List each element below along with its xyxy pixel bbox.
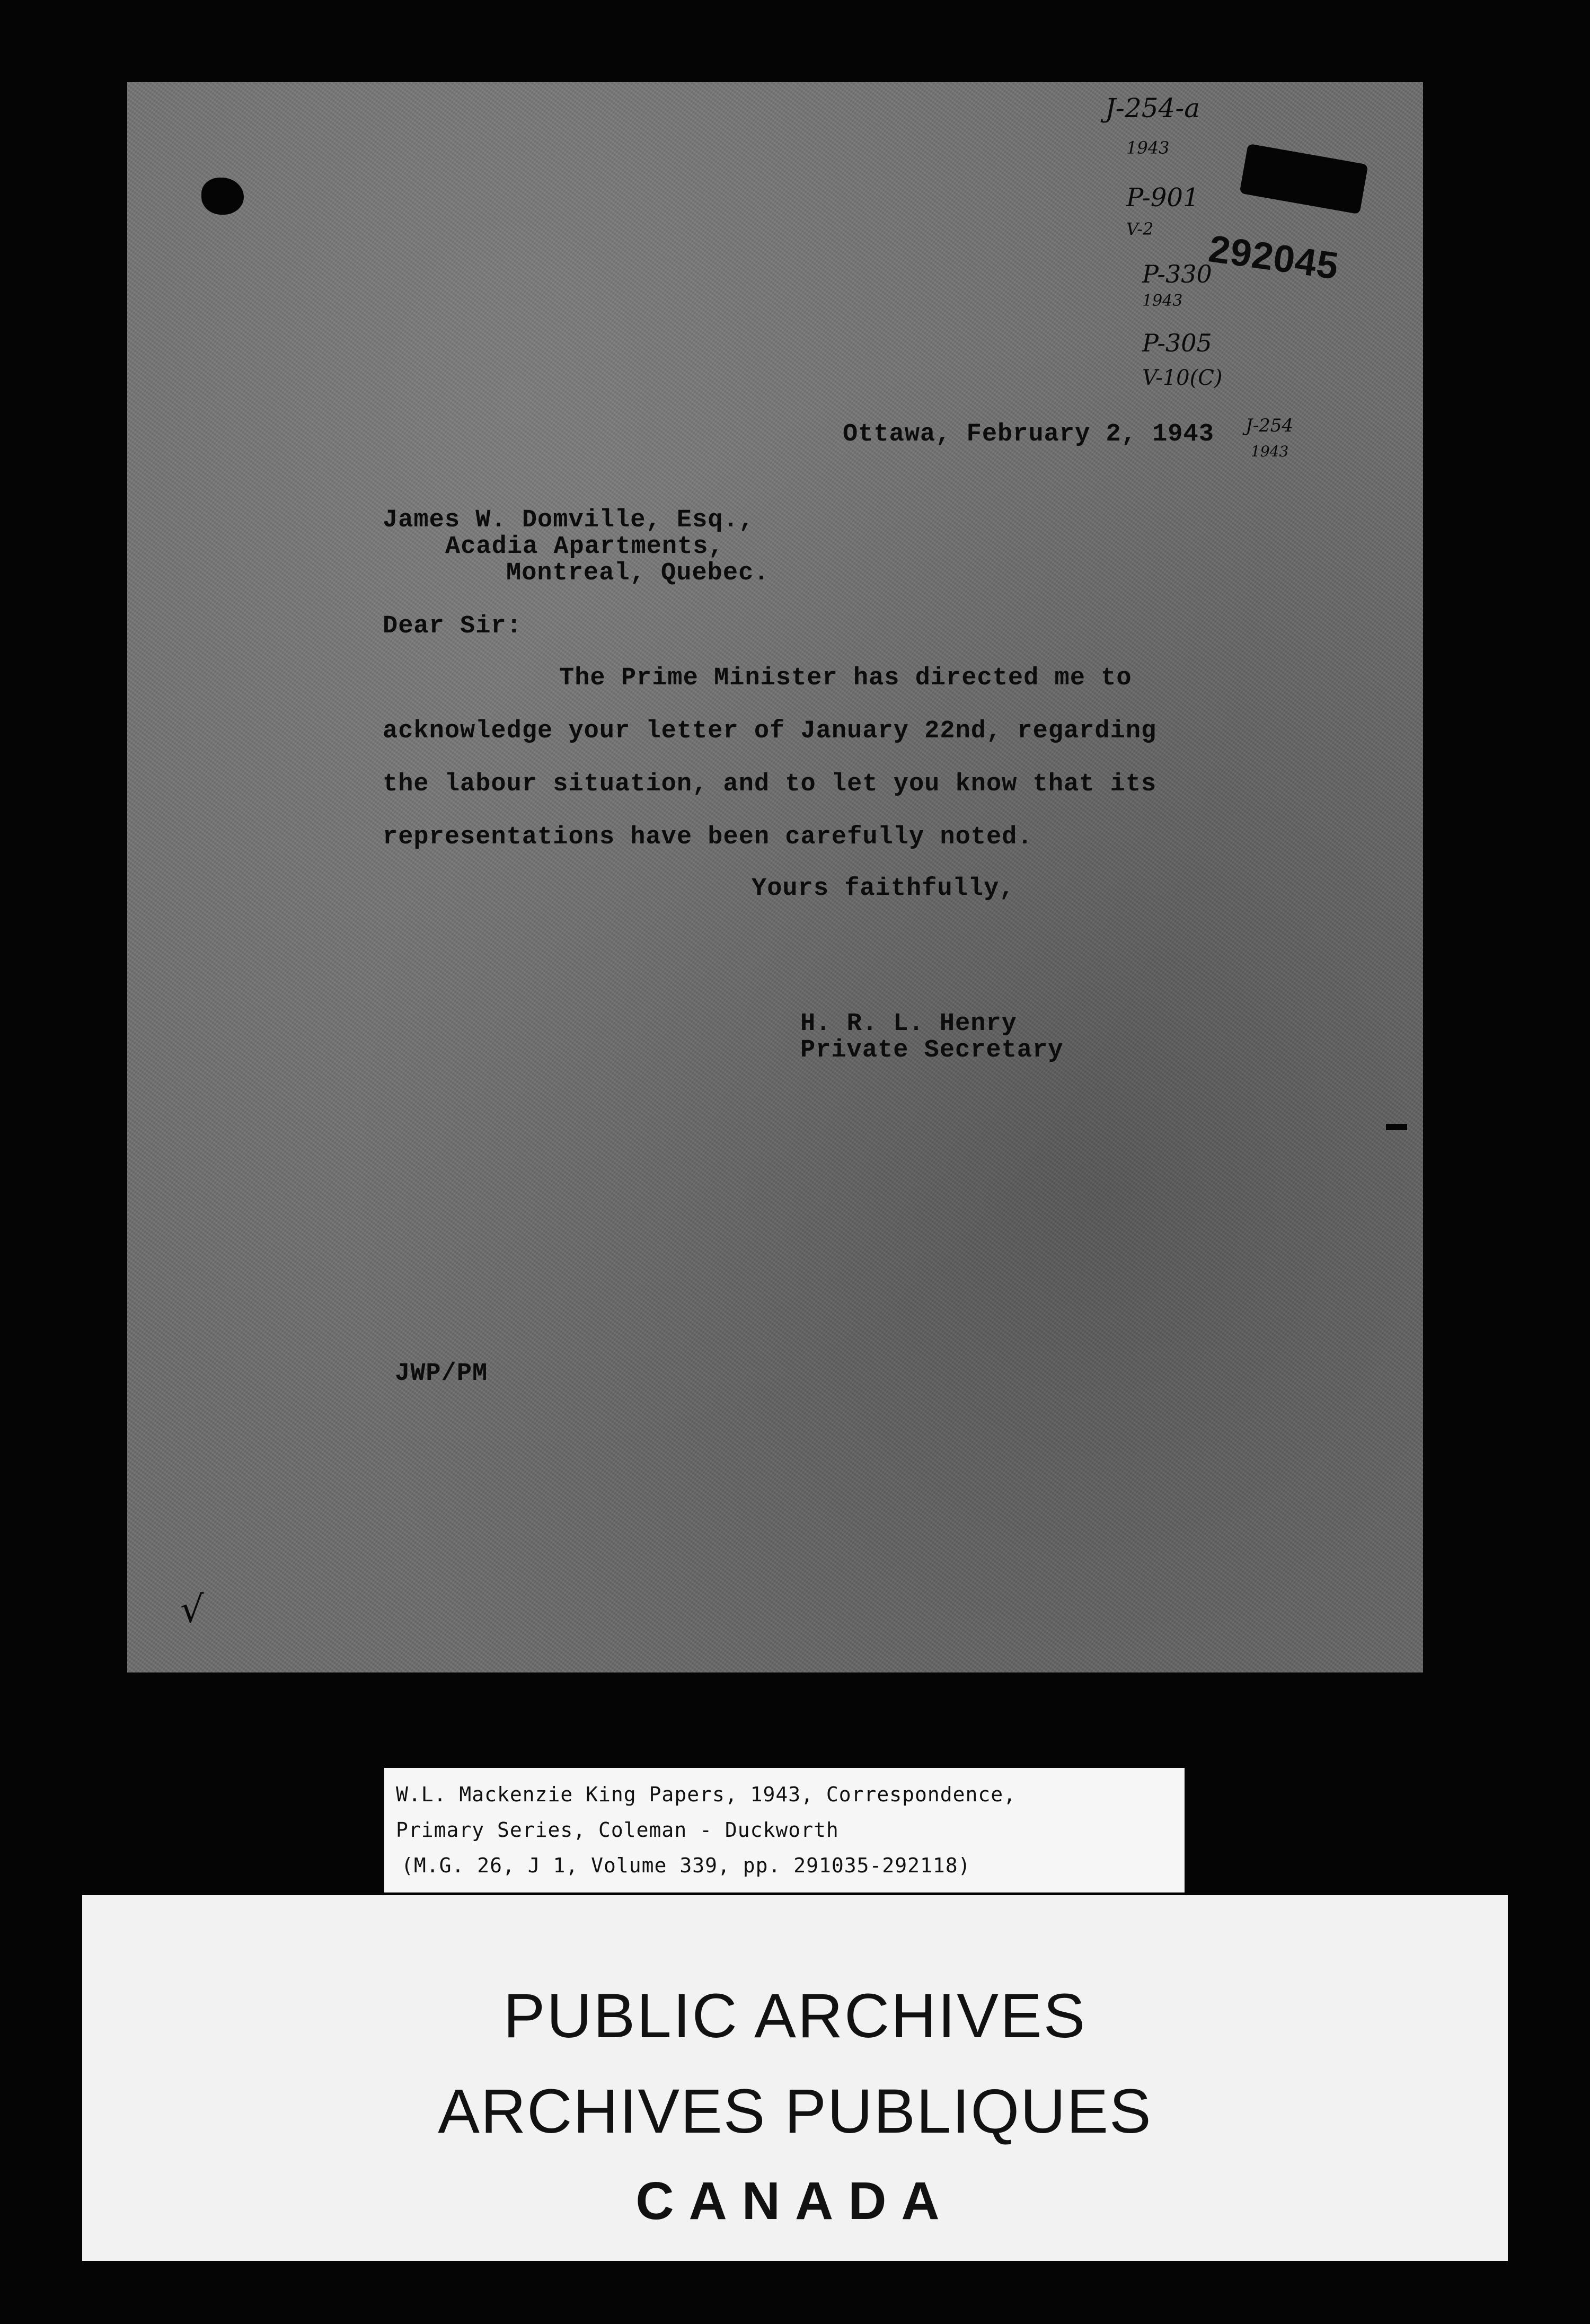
banner-line-1: PUBLIC ARCHIVES: [503, 1981, 1087, 2051]
body-line-2: acknowledge your letter of January 22nd, regarding: [383, 717, 1157, 745]
archive-reference-label: [384, 1768, 1185, 1892]
salutation: Dear Sir:: [383, 612, 522, 640]
signer-title: Private Secretary: [800, 1036, 1064, 1064]
stamp-file-ref-sub: V-2: [1126, 219, 1154, 239]
closing: Yours faithfully,: [752, 875, 1015, 903]
letter-page: [127, 82, 1423, 1672]
date-line: Ottawa, February 2, 1943: [843, 420, 1214, 448]
archive-label-line-3: (M.G. 26, J 1, Volume 339, pp. 291035-292118): [401, 1854, 971, 1877]
banner-line-3: CANADA: [635, 2171, 955, 2231]
stamp-series-ref: P-330: [1142, 260, 1212, 288]
stamp-archive-ref: J-254-a: [1105, 93, 1200, 124]
recipient-address-1: Acadia Apartments,: [445, 533, 724, 561]
stamp-volume-ref-sub: V-10(C): [1142, 366, 1223, 390]
typist-initials: JWP/PM: [395, 1360, 488, 1388]
date-note: J-254: [1246, 415, 1294, 436]
archive-label-line-1: W.L. Mackenzie King Papers, 1943, Correspondence,: [396, 1783, 1017, 1806]
page-edge-notch: [1386, 1124, 1407, 1130]
body-line-1: The Prime Minister has directed me to: [559, 664, 1132, 692]
banner-line-2: ARCHIVES PUBLIQUES: [438, 2076, 1152, 2146]
archive-label-line-2: Primary Series, Coleman - Duckworth: [396, 1818, 839, 1842]
body-line-3: the labour situation, and to let you know that its: [383, 770, 1157, 798]
recipient-address-2: Montreal, Quebec.: [506, 559, 770, 587]
stamp-file-ref: P-901: [1126, 183, 1199, 213]
page-number-stamp: 292045: [1206, 227, 1341, 288]
stamp-volume-ref: P-305: [1142, 329, 1212, 357]
stamp-archive-ref-year: 1943: [1126, 138, 1170, 158]
recipient-name: James W. Domville, Esq.,: [383, 506, 754, 534]
body-line-4: representations have been carefully noted.: [383, 823, 1033, 851]
archives-banner: [82, 1895, 1508, 2261]
signer-name: H. R. L. Henry: [800, 1010, 1017, 1038]
date-note-year: 1943: [1251, 443, 1289, 460]
punch-hole: [201, 178, 244, 215]
check-mark: √: [180, 1588, 204, 1631]
stamp-series-ref-year: 1943: [1142, 292, 1183, 310]
